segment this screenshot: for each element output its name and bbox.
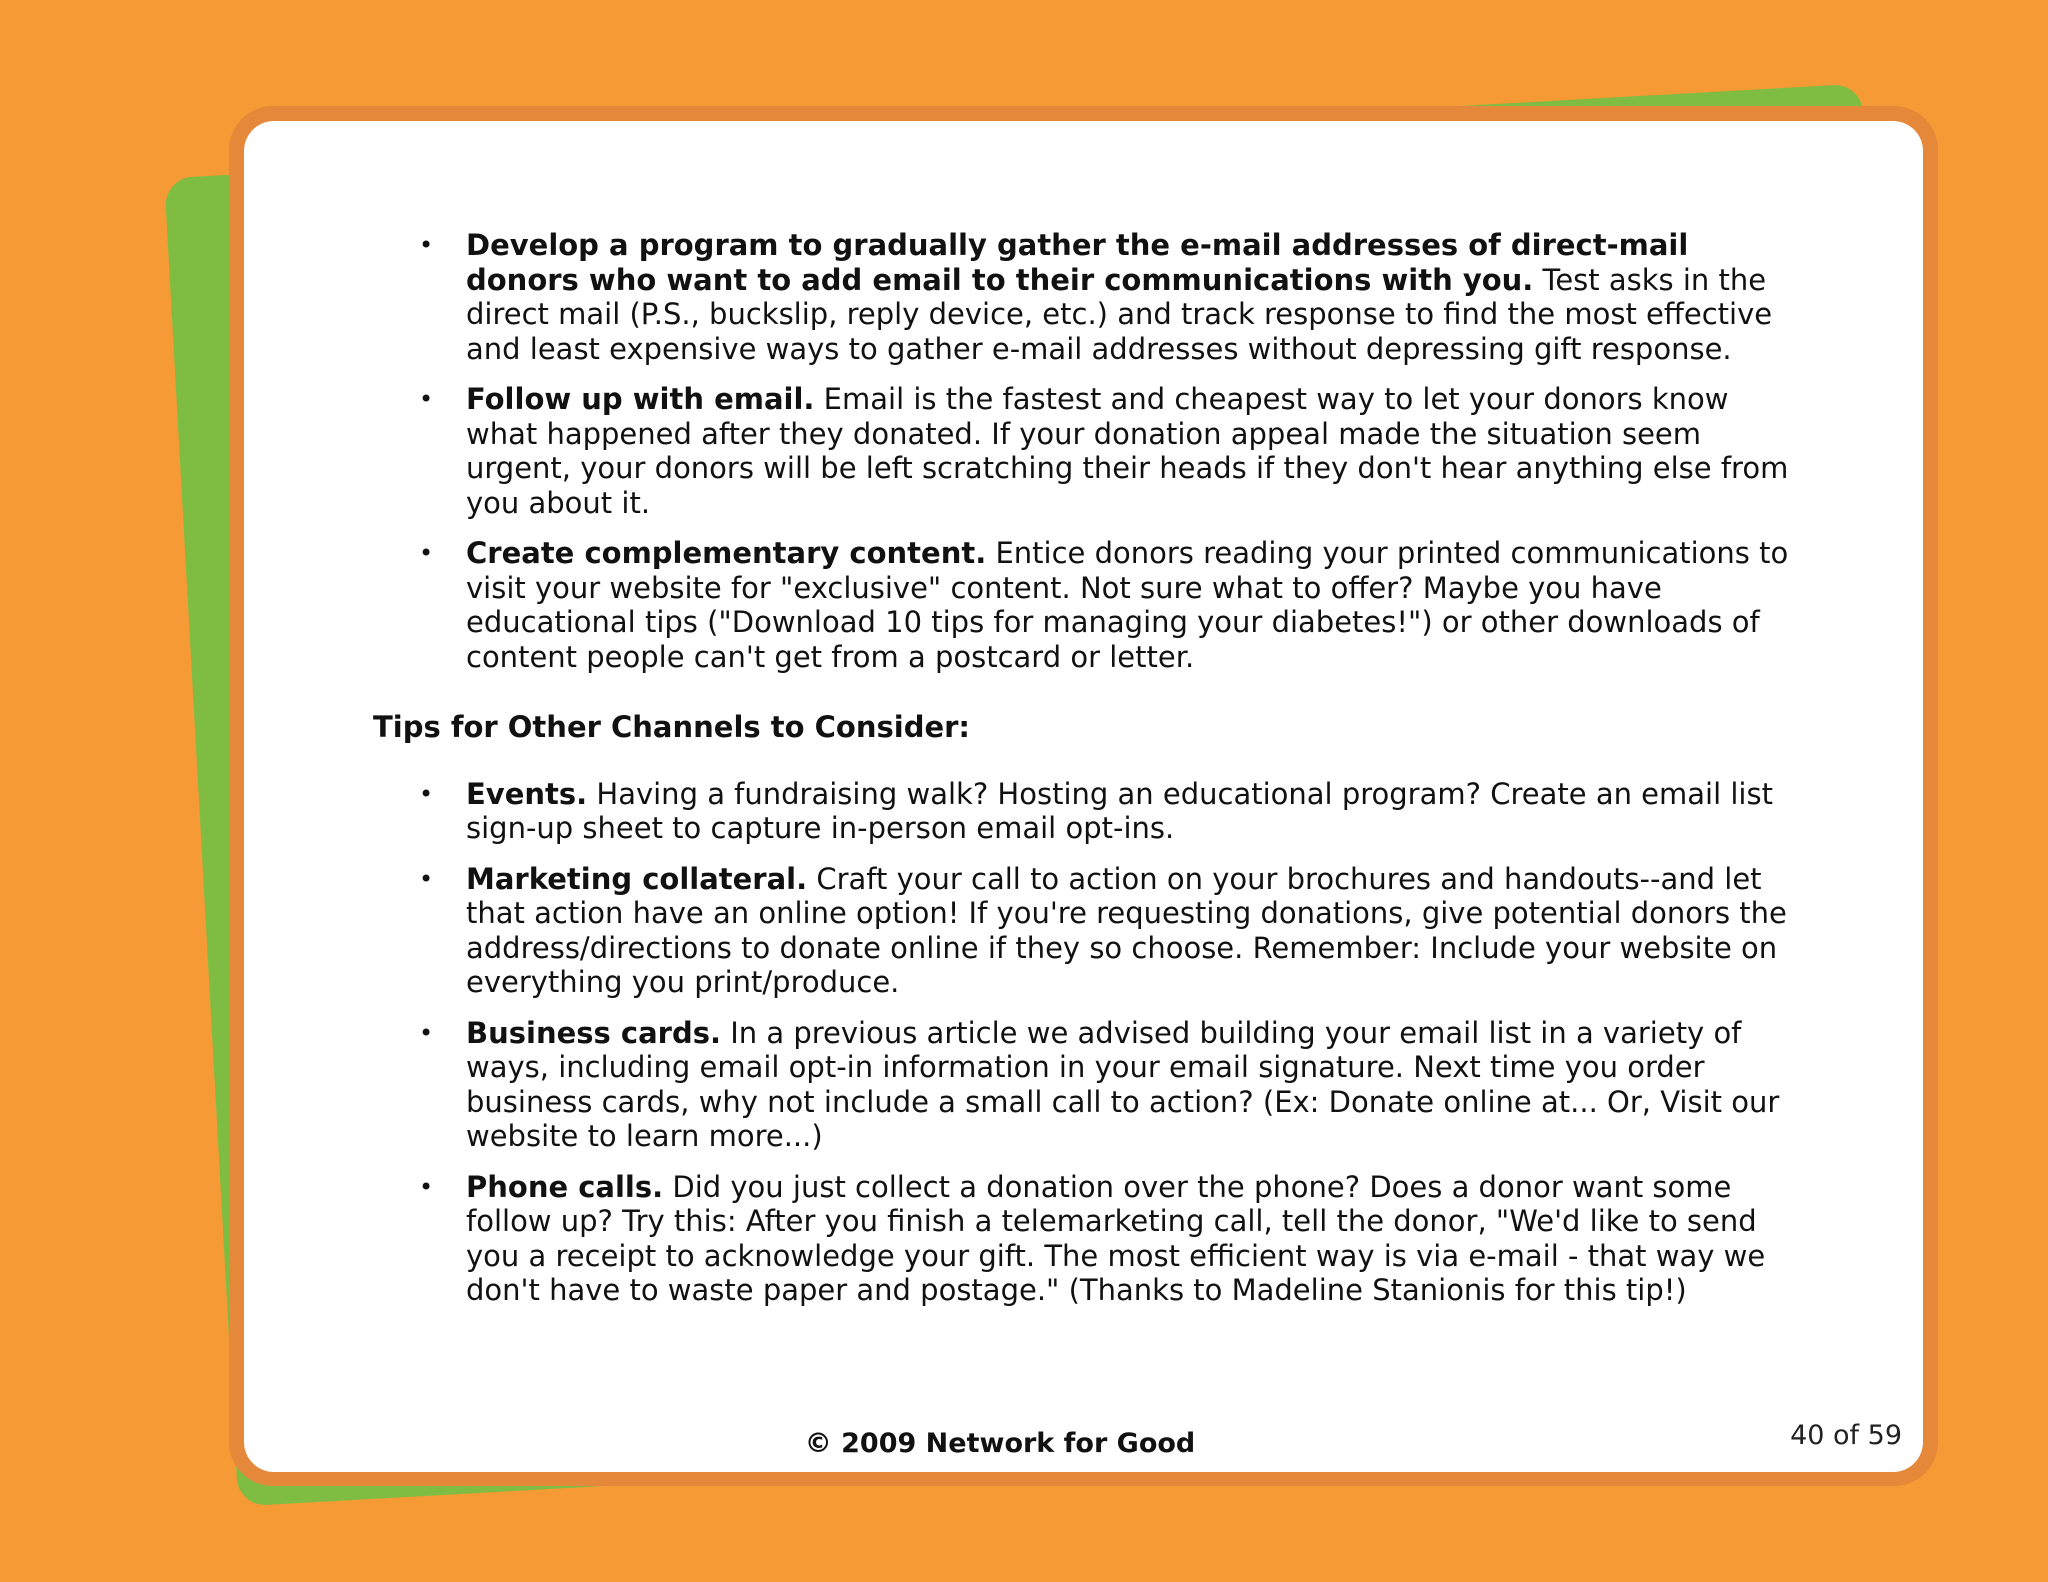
- bullet-icon: •: [419, 864, 434, 893]
- bullet-text: In a previous article we advised building your email list in a variety of ways, including email opt-in information in your email signature. Next time you order business cards, why not include a small call to action? (Ex: Donate online at... Or, Visit our website to learn more...): [466, 1015, 1780, 1153]
- list-item: [373, 228, 1793, 366]
- bullet-lead: Follow up with email.: [466, 382, 815, 416]
- bullet-text: Having a fundraising walk? Hosting an educational program? Create an email list sign-up sheet to capture in-person email opt-ins.: [466, 776, 1773, 845]
- list-item: [373, 382, 1793, 520]
- bullet-icon: •: [419, 1172, 434, 1201]
- bullet-icon: •: [419, 539, 434, 567]
- section-heading: Tips for Other Channels to Consider:: [373, 710, 971, 744]
- bullet-lead: Develop a program to gradually gather the e-mail addresses of direct-mail donors who want to add email to their communications with you.: [466, 228, 1689, 297]
- list-item: [373, 1170, 1793, 1308]
- bullet-text: Entice donors reading your printed communications to visit your website for "exclusive" content. Not sure what to offer? Maybe you have educational tips ("Download 10 tips for managing your diabetes!") or other downloads of content people can't get from a postcard or letter.: [466, 536, 1789, 674]
- list-item: [373, 862, 1793, 1000]
- bullet-text: Email is the fastest and cheapest way to let your donors know what happened after they donated. If your donation appeal made the situation seem urgent, your donors will be left scratching their heads if they don't hear anything else from you about it.: [466, 382, 1789, 520]
- list-item: [373, 536, 1793, 674]
- bullet-lead: Events.: [466, 776, 588, 811]
- bullet-icon: •: [419, 385, 434, 413]
- page-number: 40 of 59: [1790, 1420, 1902, 1451]
- bullet-lead: Phone calls.: [466, 1169, 664, 1204]
- channels-bullet-list: [373, 777, 1793, 1308]
- list-item: [373, 777, 1793, 846]
- bullet-text: Did you just collect a donation over the phone? Does a donor want some follow up? Try this: After you finish a telemarketing call, tell the donor, "We'd like to send you a receipt to acknowledge your gift. The most efficient way is via e-mail - that way we don't have to waste paper and postage." (Thanks to Madeline Stanionis for this tip!): [466, 1169, 1766, 1307]
- bullet-icon: •: [419, 1018, 434, 1047]
- bullet-icon: •: [419, 779, 434, 808]
- list-item: [373, 1016, 1793, 1154]
- top-bullet-list: [373, 228, 1793, 674]
- bullet-text: Test asks in the direct mail (P.S., buckslip, reply device, etc.) and track response to find the most effective and least expensive ways to gather e-mail addresses without depressing gift response.: [466, 262, 1773, 366]
- bullet-lead: Marketing collateral.: [466, 861, 808, 896]
- bullet-lead: Business cards.: [466, 1015, 721, 1050]
- copyright-footer: © 2009 Network for Good: [804, 1428, 1196, 1459]
- bullet-lead: Create complementary content.: [466, 536, 987, 570]
- bullet-icon: •: [419, 231, 434, 259]
- page-content: [373, 228, 1793, 1324]
- bullet-text: Craft your call to action on your brochures and handouts--and let that action have an online option! If you're requesting donations, give potential donors the address/directions to donate online if they so choose. Remember: Include your website on everything you print/produce.: [466, 861, 1787, 999]
